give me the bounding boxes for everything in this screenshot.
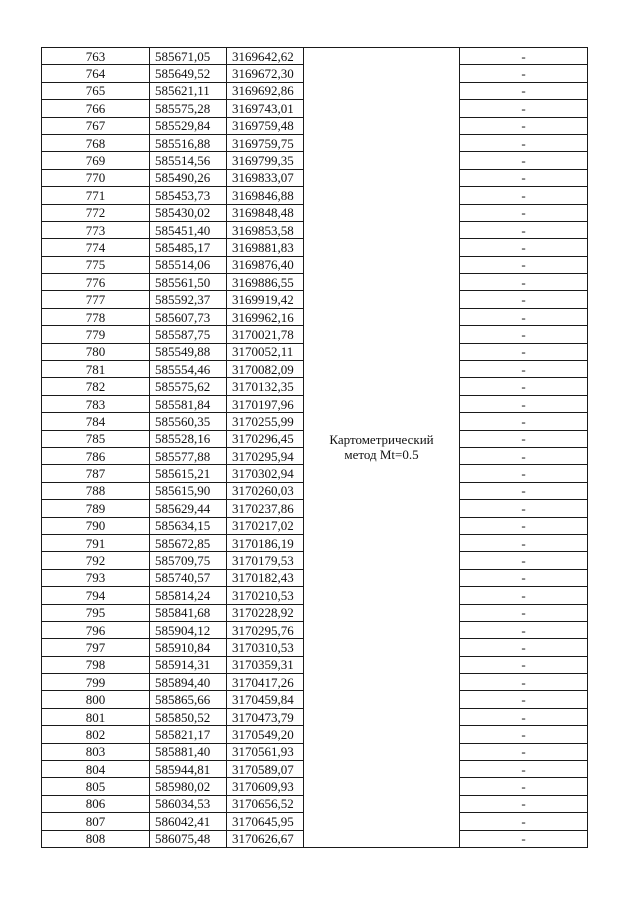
note-cell: - bbox=[460, 587, 588, 604]
point-number-cell: 804 bbox=[42, 761, 150, 778]
x-coordinate-cell: 585514,56 bbox=[150, 152, 227, 169]
point-number-cell: 769 bbox=[42, 152, 150, 169]
x-coordinate-cell: 585485,17 bbox=[150, 239, 227, 256]
x-coordinate-cell: 585841,68 bbox=[150, 604, 227, 621]
note-cell: - bbox=[460, 204, 588, 221]
method-label-line1: Картометрический bbox=[329, 432, 434, 448]
note-cell: - bbox=[460, 691, 588, 708]
point-number-cell: 778 bbox=[42, 308, 150, 325]
note-cell: - bbox=[460, 413, 588, 430]
y-coordinate-cell: 3169846,88 bbox=[227, 187, 304, 204]
x-coordinate-cell: 585865,66 bbox=[150, 691, 227, 708]
y-coordinate-cell: 3169799,35 bbox=[227, 152, 304, 169]
note-cell: - bbox=[460, 534, 588, 551]
y-coordinate-cell: 3170182,43 bbox=[227, 569, 304, 586]
point-number-cell: 771 bbox=[42, 187, 150, 204]
note-cell: - bbox=[460, 813, 588, 830]
point-number-cell: 799 bbox=[42, 674, 150, 691]
y-coordinate-cell: 3170589,07 bbox=[227, 761, 304, 778]
x-coordinate-cell: 585629,44 bbox=[150, 500, 227, 517]
y-coordinate-cell: 3170237,86 bbox=[227, 500, 304, 517]
note-cell: - bbox=[460, 48, 588, 65]
x-coordinate-cell: 585514,06 bbox=[150, 256, 227, 273]
point-number-cell: 783 bbox=[42, 395, 150, 412]
y-coordinate-cell: 3170295,76 bbox=[227, 621, 304, 638]
x-coordinate-cell: 586075,48 bbox=[150, 830, 227, 847]
point-number-cell: 772 bbox=[42, 204, 150, 221]
point-number-cell: 805 bbox=[42, 778, 150, 795]
y-coordinate-cell: 3169848,48 bbox=[227, 204, 304, 221]
table-row bbox=[42, 48, 588, 65]
note-cell: - bbox=[460, 482, 588, 499]
point-number-cell: 775 bbox=[42, 256, 150, 273]
x-coordinate-cell: 585528,16 bbox=[150, 430, 227, 447]
point-number-cell: 791 bbox=[42, 534, 150, 551]
x-coordinate-cell: 585607,73 bbox=[150, 308, 227, 325]
y-coordinate-cell: 3170302,94 bbox=[227, 465, 304, 482]
x-coordinate-cell: 585671,05 bbox=[150, 48, 227, 65]
note-cell: - bbox=[460, 795, 588, 812]
note-cell: - bbox=[460, 500, 588, 517]
note-cell: - bbox=[460, 239, 588, 256]
point-number-cell: 801 bbox=[42, 708, 150, 725]
point-number-cell: 787 bbox=[42, 465, 150, 482]
y-coordinate-cell: 3170179,53 bbox=[227, 552, 304, 569]
note-cell: - bbox=[460, 447, 588, 464]
point-number-cell: 780 bbox=[42, 343, 150, 360]
note-cell: - bbox=[460, 291, 588, 308]
y-coordinate-cell: 3170186,19 bbox=[227, 534, 304, 551]
y-coordinate-cell: 3170295,94 bbox=[227, 447, 304, 464]
x-coordinate-cell: 585581,84 bbox=[150, 395, 227, 412]
x-coordinate-cell: 585881,40 bbox=[150, 743, 227, 760]
y-coordinate-cell: 3169886,55 bbox=[227, 274, 304, 291]
y-coordinate-cell: 3169672,30 bbox=[227, 65, 304, 82]
point-number-cell: 781 bbox=[42, 361, 150, 378]
note-cell: - bbox=[460, 82, 588, 99]
x-coordinate-cell: 585453,73 bbox=[150, 187, 227, 204]
x-coordinate-cell: 585549,88 bbox=[150, 343, 227, 360]
x-coordinate-cell: 585910,84 bbox=[150, 639, 227, 656]
y-coordinate-cell: 3170228,92 bbox=[227, 604, 304, 621]
x-coordinate-cell: 585575,62 bbox=[150, 378, 227, 395]
point-number-cell: 773 bbox=[42, 221, 150, 238]
x-coordinate-cell: 585914,31 bbox=[150, 656, 227, 673]
note-cell: - bbox=[460, 378, 588, 395]
x-coordinate-cell: 585672,85 bbox=[150, 534, 227, 551]
point-number-cell: 763 bbox=[42, 48, 150, 65]
x-coordinate-cell: 585615,90 bbox=[150, 482, 227, 499]
x-coordinate-cell: 585516,88 bbox=[150, 134, 227, 151]
note-cell: - bbox=[460, 187, 588, 204]
point-number-cell: 794 bbox=[42, 587, 150, 604]
note-cell: - bbox=[460, 361, 588, 378]
y-coordinate-cell: 3169962,16 bbox=[227, 308, 304, 325]
x-coordinate-cell: 585649,52 bbox=[150, 65, 227, 82]
y-coordinate-cell: 3169876,40 bbox=[227, 256, 304, 273]
note-cell: - bbox=[460, 134, 588, 151]
point-number-cell: 795 bbox=[42, 604, 150, 621]
point-number-cell: 786 bbox=[42, 447, 150, 464]
point-number-cell: 803 bbox=[42, 743, 150, 760]
point-number-cell: 793 bbox=[42, 569, 150, 586]
x-coordinate-cell: 585615,21 bbox=[150, 465, 227, 482]
point-number-cell: 770 bbox=[42, 169, 150, 186]
point-number-cell: 774 bbox=[42, 239, 150, 256]
note-cell: - bbox=[460, 256, 588, 273]
y-coordinate-cell: 3169833,07 bbox=[227, 169, 304, 186]
x-coordinate-cell: 585490,26 bbox=[150, 169, 227, 186]
note-cell: - bbox=[460, 656, 588, 673]
note-cell: - bbox=[460, 221, 588, 238]
x-coordinate-cell: 586042,41 bbox=[150, 813, 227, 830]
y-coordinate-cell: 3169692,86 bbox=[227, 82, 304, 99]
x-coordinate-cell: 585821,17 bbox=[150, 726, 227, 743]
x-coordinate-cell: 585554,46 bbox=[150, 361, 227, 378]
coordinates-table bbox=[41, 47, 588, 848]
note-cell: - bbox=[460, 274, 588, 291]
y-coordinate-cell: 3170310,53 bbox=[227, 639, 304, 656]
point-number-cell: 785 bbox=[42, 430, 150, 447]
point-number-cell: 788 bbox=[42, 482, 150, 499]
y-coordinate-cell: 3170197,96 bbox=[227, 395, 304, 412]
y-coordinate-cell: 3169919,42 bbox=[227, 291, 304, 308]
note-cell: - bbox=[460, 778, 588, 795]
y-coordinate-cell: 3170255,99 bbox=[227, 413, 304, 430]
point-number-cell: 797 bbox=[42, 639, 150, 656]
point-number-cell: 782 bbox=[42, 378, 150, 395]
y-coordinate-cell: 3169743,01 bbox=[227, 100, 304, 117]
x-coordinate-cell: 585634,15 bbox=[150, 517, 227, 534]
method-label-line2: метод Mt=0.5 bbox=[344, 447, 419, 463]
x-coordinate-cell: 585709,75 bbox=[150, 552, 227, 569]
x-coordinate-cell: 585560,35 bbox=[150, 413, 227, 430]
note-cell: - bbox=[460, 743, 588, 760]
point-number-cell: 792 bbox=[42, 552, 150, 569]
y-coordinate-cell: 3170210,53 bbox=[227, 587, 304, 604]
y-coordinate-cell: 3169853,58 bbox=[227, 221, 304, 238]
y-coordinate-cell: 3170656,52 bbox=[227, 795, 304, 812]
point-number-cell: 764 bbox=[42, 65, 150, 82]
point-number-cell: 777 bbox=[42, 291, 150, 308]
y-coordinate-cell: 3170417,26 bbox=[227, 674, 304, 691]
y-coordinate-cell: 3169881,83 bbox=[227, 239, 304, 256]
x-coordinate-cell: 586034,53 bbox=[150, 795, 227, 812]
y-coordinate-cell: 3170132,35 bbox=[227, 378, 304, 395]
note-cell: - bbox=[460, 621, 588, 638]
y-coordinate-cell: 3170260,03 bbox=[227, 482, 304, 499]
note-cell: - bbox=[460, 465, 588, 482]
y-coordinate-cell: 3170217,02 bbox=[227, 517, 304, 534]
x-coordinate-cell: 585740,57 bbox=[150, 569, 227, 586]
note-cell: - bbox=[460, 639, 588, 656]
y-coordinate-cell: 3170645,95 bbox=[227, 813, 304, 830]
y-coordinate-cell: 3169642,62 bbox=[227, 48, 304, 65]
point-number-cell: 796 bbox=[42, 621, 150, 638]
y-coordinate-cell: 3170296,45 bbox=[227, 430, 304, 447]
y-coordinate-cell: 3170473,79 bbox=[227, 708, 304, 725]
note-cell: - bbox=[460, 604, 588, 621]
x-coordinate-cell: 585430,02 bbox=[150, 204, 227, 221]
x-coordinate-cell: 585561,50 bbox=[150, 274, 227, 291]
note-cell: - bbox=[460, 343, 588, 360]
note-cell: - bbox=[460, 326, 588, 343]
y-coordinate-cell: 3170021,78 bbox=[227, 326, 304, 343]
note-cell: - bbox=[460, 117, 588, 134]
x-coordinate-cell: 585814,24 bbox=[150, 587, 227, 604]
point-number-cell: 808 bbox=[42, 830, 150, 847]
note-cell: - bbox=[460, 65, 588, 82]
point-number-cell: 806 bbox=[42, 795, 150, 812]
note-cell: - bbox=[460, 569, 588, 586]
point-number-cell: 802 bbox=[42, 726, 150, 743]
x-coordinate-cell: 585980,02 bbox=[150, 778, 227, 795]
point-number-cell: 779 bbox=[42, 326, 150, 343]
x-coordinate-cell: 585850,52 bbox=[150, 708, 227, 725]
note-cell: - bbox=[460, 761, 588, 778]
x-coordinate-cell: 585587,75 bbox=[150, 326, 227, 343]
point-number-cell: 784 bbox=[42, 413, 150, 430]
x-coordinate-cell: 585621,11 bbox=[150, 82, 227, 99]
x-coordinate-cell: 585944,81 bbox=[150, 761, 227, 778]
point-number-cell: 807 bbox=[42, 813, 150, 830]
note-cell: - bbox=[460, 517, 588, 534]
note-cell: - bbox=[460, 708, 588, 725]
point-number-cell: 766 bbox=[42, 100, 150, 117]
x-coordinate-cell: 585577,88 bbox=[150, 447, 227, 464]
x-coordinate-cell: 585904,12 bbox=[150, 621, 227, 638]
note-cell: - bbox=[460, 830, 588, 847]
y-coordinate-cell: 3170561,93 bbox=[227, 743, 304, 760]
x-coordinate-cell: 585529,84 bbox=[150, 117, 227, 134]
note-cell: - bbox=[460, 430, 588, 447]
x-coordinate-cell: 585894,40 bbox=[150, 674, 227, 691]
x-coordinate-cell: 585592,37 bbox=[150, 291, 227, 308]
note-cell: - bbox=[460, 552, 588, 569]
y-coordinate-cell: 3170549,20 bbox=[227, 726, 304, 743]
note-cell: - bbox=[460, 169, 588, 186]
point-number-cell: 765 bbox=[42, 82, 150, 99]
note-cell: - bbox=[460, 308, 588, 325]
y-coordinate-cell: 3169759,48 bbox=[227, 117, 304, 134]
point-number-cell: 798 bbox=[42, 656, 150, 673]
method-cell bbox=[304, 48, 460, 848]
note-cell: - bbox=[460, 152, 588, 169]
point-number-cell: 767 bbox=[42, 117, 150, 134]
point-number-cell: 768 bbox=[42, 134, 150, 151]
y-coordinate-cell: 3170459,84 bbox=[227, 691, 304, 708]
note-cell: - bbox=[460, 395, 588, 412]
note-cell: - bbox=[460, 100, 588, 117]
y-coordinate-cell: 3170359,31 bbox=[227, 656, 304, 673]
y-coordinate-cell: 3170052,11 bbox=[227, 343, 304, 360]
point-number-cell: 800 bbox=[42, 691, 150, 708]
x-coordinate-cell: 585451,40 bbox=[150, 221, 227, 238]
y-coordinate-cell: 3170082,09 bbox=[227, 361, 304, 378]
y-coordinate-cell: 3170626,67 bbox=[227, 830, 304, 847]
point-number-cell: 789 bbox=[42, 500, 150, 517]
note-cell: - bbox=[460, 726, 588, 743]
point-number-cell: 776 bbox=[42, 274, 150, 291]
coordinates-table-body bbox=[42, 48, 588, 848]
point-number-cell: 790 bbox=[42, 517, 150, 534]
note-cell: - bbox=[460, 674, 588, 691]
y-coordinate-cell: 3170609,93 bbox=[227, 778, 304, 795]
y-coordinate-cell: 3169759,75 bbox=[227, 134, 304, 151]
x-coordinate-cell: 585575,28 bbox=[150, 100, 227, 117]
